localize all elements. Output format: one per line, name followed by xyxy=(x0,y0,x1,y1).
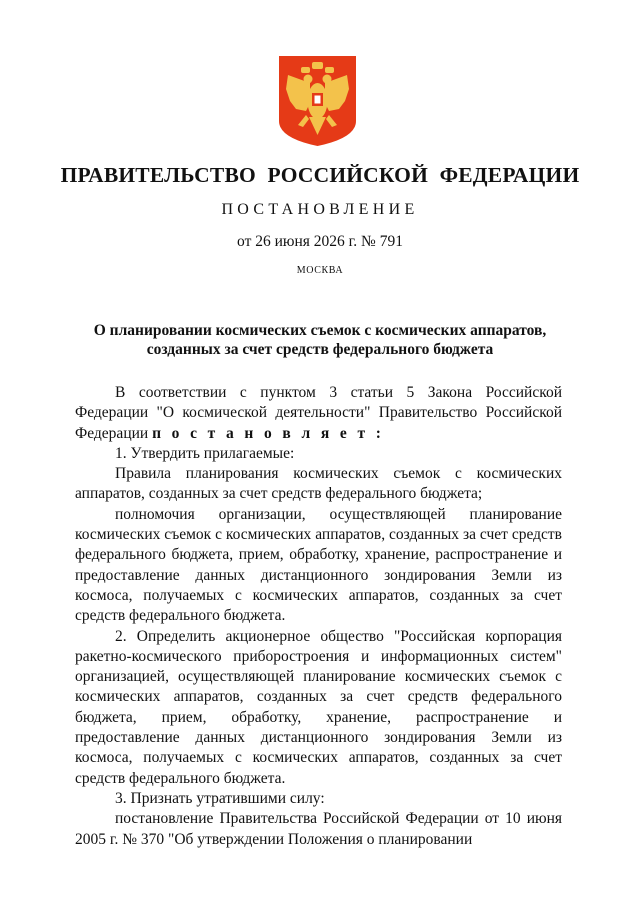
subject-line-2: созданных за счет средств федерального бюджета xyxy=(146,341,494,358)
document-subject xyxy=(0,321,640,359)
paragraph-repealed-decree: постановление Правительства Российской Федерации от 10 июня 2005 г. № 370 "Об утверждении Положения о планировании xyxy=(75,810,562,848)
coat-of-arms-icon xyxy=(276,53,359,148)
subject-line-1: О планировании космических съемок с космических аппаратов, xyxy=(93,322,547,339)
paragraph-item-2: 2. Определить акционерное общество "Российская корпорация ракетно-космического приборостроения и информационных систем" организацией, осуществляющей планирование космических съемок с космических аппаратов, созданных за счет средств федерального бюджета, прием, обработку, хранение, распространение и предоставление данных дистанционного зондирования Земли из космоса, получаемых с космических аппаратов, созданных за счет средств федерального бюджета. xyxy=(75,627,562,787)
paragraph-item-3: 3. Признать утратившими силу: xyxy=(115,789,325,807)
government-title: ПРАВИТЕЛЬСТВО РОССИЙСКОЙ ФЕДЕРАЦИИ xyxy=(60,163,580,187)
paragraph-item-1: 1. Утвердить прилагаемые: xyxy=(115,444,295,462)
paragraph-rules: Правила планирования космических съемок с космических аппаратов, созданных за счет средств федерального бюджета; xyxy=(75,465,562,503)
paragraph-powers: полномочия организации, осуществляющей планирование космических съемок с космических аппаратов, созданных за счет средств федерального бюджета, прием, обработку, хранение, распространение и предоставление данных дистанционного зондирования Земли из космоса, получаемых с космических аппаратов, созданных за счет средств федерального бюджета. xyxy=(75,505,562,625)
resolves-word: п о с т а н о в л я е т : xyxy=(152,424,385,442)
document-body xyxy=(75,383,562,850)
document-date-number: от 26 июня 2026 г. № 791 xyxy=(237,233,403,250)
city-name: МОСКВА xyxy=(296,265,344,276)
preamble-text: В соответствии с пунктом 3 статьи 5 Закона Российской Федерации "О космической деятельности" Правительство Российской Федерации xyxy=(75,384,562,442)
paragraph-preamble xyxy=(75,383,562,444)
document-type: ПОСТАНОВЛЕНИЕ xyxy=(221,201,419,218)
